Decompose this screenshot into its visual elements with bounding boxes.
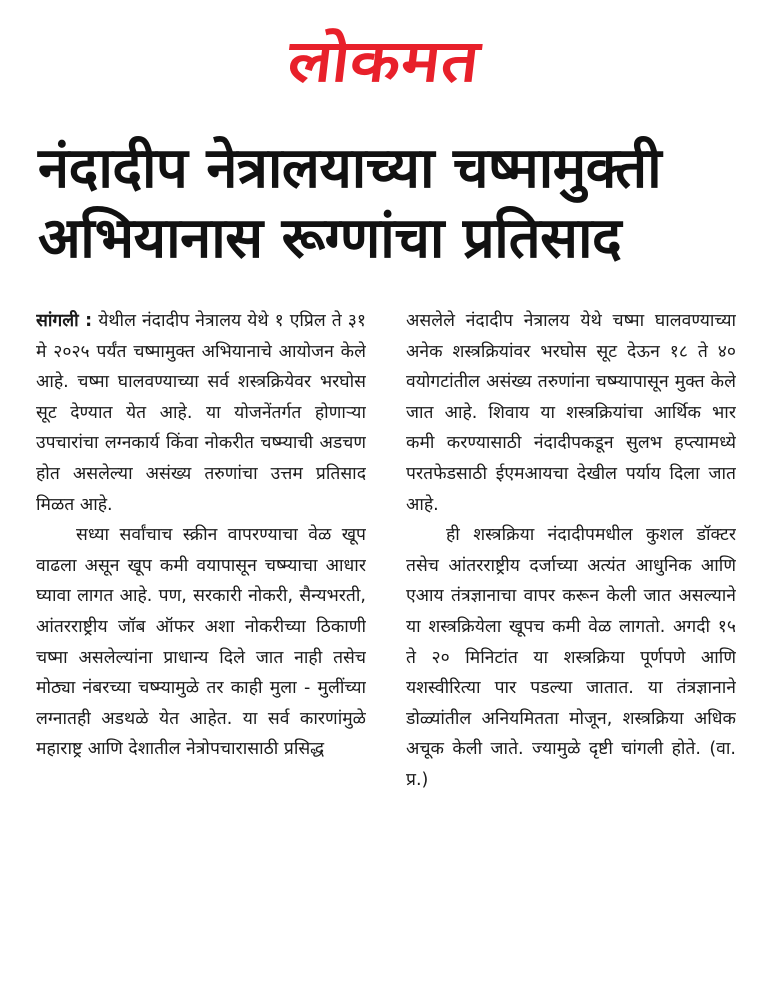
headline-line-1: नंदादीप नेत्रालयाच्या चष्मामुक्ती	[38, 136, 662, 201]
headline-line-2: अभियानास रूग्णांचा प्रतिसाद	[38, 206, 622, 271]
newspaper-logo: लोकमत	[284, 27, 484, 95]
article-body	[36, 306, 736, 966]
paragraph-3: ही शस्त्रक्रिया नंदादीपमधील कुशल डॉक्टर तसेच आंतरराष्ट्रीय दर्जाच्या अत्यंत आधुनिक आणि एआय तंत्रज्ञानाचा वापर करून केली जात असल्याने या शस्त्रक्रियेला खूपच कमी वेळ लागतो. अगदी १५ ते २० मिनिटांत या शस्त्रक्रिया पूर्णपणे आणि यशस्वीरित्या पार पडल्या जातात. या तंत्रज्ञानाने डोळ्यांतील अनियमितता मोजून, शस्त्रक्रिया अधिक अचूक केली जाते. ज्यामुळे दृष्टी चांगली होते. (वा. प्र.)	[406, 525, 736, 790]
paragraph-1	[36, 306, 366, 520]
masthead	[0, 28, 768, 94]
article-column-1	[36, 306, 366, 966]
article-column-2	[406, 306, 736, 966]
paragraph-2: सध्या सर्वांचाच स्क्रीन वापरण्याचा वेळ खूप वाढला असून खूप कमी वयापासून चष्म्याचा आधार घ्यावा लागत आहे. पण, सरकारी नोकरी, सैन्यभरती, आंतरराष्ट्रीय जॉब ऑफर अशा नोकरीच्या ठिकाणी चष्मा असलेल्यांना प्राधान्य दिले जात नाही तसेच मोठ्या नंबरच्या चष्म्यामुळे तर काही मुला - मुलींच्या लग्नातही अडथळे येत आहेत. या सर्व कारणांमुळे महाराष्ट्र आणि देशातील नेत्रोपचारासाठी प्रसिद्ध	[36, 525, 366, 760]
paragraph-2-continued: असलेले नंदादीप नेत्रालय येथे चष्मा घालवण्याच्या अनेक शस्त्रक्रियांवर भरघोस सूट देऊन १८ ते ४० वयोगटांतील असंख्य तरुणांना चष्म्यापासून मुक्त केले जात आहे. शिवाय या शस्त्रक्रियांचा आर्थिक भार कमी करण्यासाठी नंदादीपकडून सुलभ हप्त्यामध्ये परतफेडसाठी ईएमआयचा देखील पर्याय दिला जात आहे.	[406, 311, 736, 515]
dateline: सांगली :	[36, 311, 93, 331]
paragraph-1-text: येथील नंदादीप नेत्रालय येथे १ एप्रिल ते ३१ मे २०२५ पर्यंत चष्मामुक्त अभियानाचे आयोजन केले आहे. चष्मा घालवण्याच्या सर्व शस्त्रक्रियेवर भरघोस सूट देण्यात येत आहे. या योजनेंतर्गत होणाऱ्या उपचारांचा लग्नकार्य किंवा नोकरीत चष्म्याची अडचण होत असलेल्या असंख्य तरुणांचा उत्तम प्रतिसाद मिळत आहे.	[36, 311, 366, 515]
article-headline	[38, 134, 738, 274]
